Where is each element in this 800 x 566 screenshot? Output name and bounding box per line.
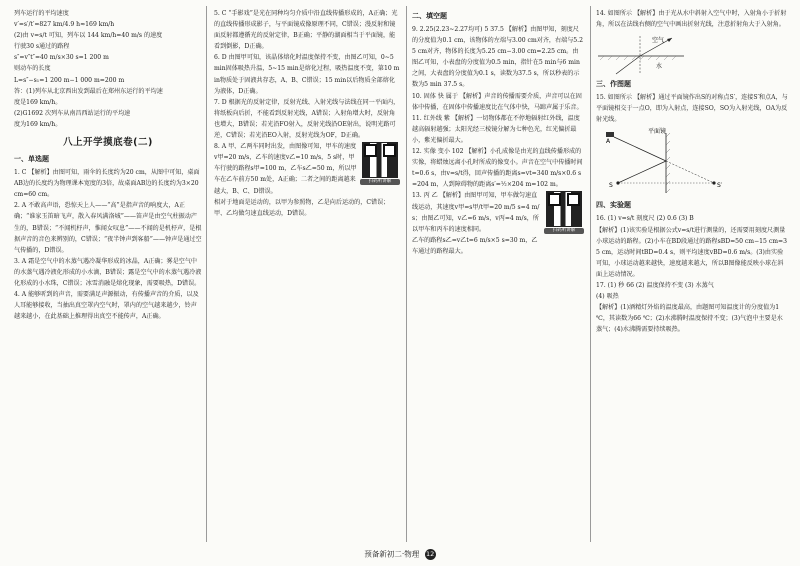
column-4: [596, 8, 788, 544]
text-line: 列车运行的平均速度: [14, 10, 69, 17]
answer-q16: 16. (1) v=s/t 刻度尺 (2) 0.6 (3) B: [596, 215, 694, 223]
answer-q9-tail: 相对于地面是运动的，以甲为参照物，乙是向后运动的，C错误；甲、乙均做匀速直线运动，D错误。: [214, 198, 390, 217]
answer-q6: 6. D 由图甲可知，该晶体熔化时温度保持不变，由图乙可知，0~5 min固体吸热升温，5~15 min是熔化过程，吸热温度不变，第10 min物质处于固液共存态，A、B、C错误；15 min以后物质全部熔化为液体，D正确。: [214, 54, 400, 95]
column-divider: [406, 6, 407, 542]
answer-q10: 10. 固体 快 属于 【解析】声音的传播需要介质，声音可以在固体中传播，在固体中传播速度比在气体中快，马蹄声属于乐音。: [412, 92, 583, 111]
page-number: 12: [426, 550, 435, 558]
text-line: 行驶30 s通过的路程: [14, 43, 70, 51]
column-divider: [206, 6, 207, 542]
label-s-prime: S′: [717, 182, 723, 190]
answer-q3: 3. A 霜是空气中的水蒸气遇冷凝华形成的冰晶，A正确；雾是空气中的水蒸气遇冷液化形成的小水滴，B错误；露是空气中的水蒸气遇冷液化形成的小水珠，C错误；冰雪消融是熔化现象，需要吸热，D错误。: [14, 257, 202, 287]
answer-q5: 5. C “手影戏”是光在同种均匀介质中沿直线传播形成的，A正确；光的直线传播形成影子，与平面镜成像原理不同，C错误；漫反射和镜面反射都遵循光的反射定律，B正确；平静的湖面相当于平面镜，能看到倒影，D正确。: [214, 10, 398, 51]
label-a: A: [606, 138, 611, 146]
answer-q12: 12. 实像 变小 102 【解析】小孔成像是由光的直线传播形成的实像，将蜡烛远离小孔时所成的像变小。声音在空气中传播时间t=0.6 s，由v=s/t得，回声传播的距离s=vt=340 m/s×0.6 s=204 m，人到障碍物的距离s′=½×204 m=102 m。: [412, 148, 583, 189]
qr-code[interactable]: [544, 191, 584, 234]
section-heading: 三、作图题: [596, 80, 631, 89]
section-heading: 二、填空题: [412, 12, 447, 20]
text-line: (2)由 v=s/t 可知，列车以 144 km/h=40 m/s 的速度: [14, 32, 163, 40]
text-line: 度为169 km/h。: [14, 120, 62, 128]
mirror-diagram: [596, 127, 736, 197]
answer-q13: 13. 丙 乙 【解析】由图甲可知，甲车做匀速直线运动，其速度v甲=s甲/t甲=20 m/5 s=4 m/s；由图乙可知，v乙=6 m/s，v丙=4 m/s，所以甲车和丙车的速度相同。: [412, 192, 540, 233]
answer-q2: 2. A 不敢高声语，恐惊天上人——“高”是指声音的响度大，A正确；“谁家玉笛暗飞声，散入春风满洛城”——笛声是由空气柱振动产生的，B错误；“不闻机杼声，惟闻女叹息”——不闻的是机杼声，是根据声音的音色来辨别的，C错误；“夜半钟声到客船”——钟声是通过空气传播的，D错误。: [14, 202, 202, 254]
answer-q16-analysis: 【解析】(1)该实验是根据公式v=s/t进行测量的，还需要用刻度尺测量小球运动的路程。(2)小车在BD段通过的路程sBD=50 cm−15 cm=35 cm，运动时间tBD=0.4 s，则平均速度vBD=0.6 m/s。(3)由实验可知，小球运动越来越快，速度越来越大，所以B图像能反映小球在斜面上运动情况。: [596, 226, 788, 278]
label-mirror: 平面镜: [648, 128, 667, 136]
refraction-diagram: [596, 32, 686, 76]
answer-q1: 1. C 【解析】由图可知，雨伞的长度约为20 cm，从图中可知，桌面AB边的长度约为物理课本宽度的3倍，故桌面AB边的长度约为3×20 cm=60 cm。: [14, 169, 200, 199]
answer-q7: 7. D 根据光的反射定律，反射光线、入射光线与法线在同一平面内，将纸板向后折，不能看到反射光线，A错误；入射角增大时，反射角也增大，B错误；若光沿FO射入，反射光线沿OE射出，说明光路可逆，C错误；若光沿EO入射，反射光线为OF，D正确。: [214, 98, 400, 140]
label-s: S: [609, 182, 613, 190]
qr-code-icon: [362, 142, 398, 178]
column-2: [214, 8, 400, 544]
page-footer: [0, 549, 800, 560]
formula-line: s″=v″t″=40 m/s×30 s=1 200 m: [14, 54, 109, 62]
answer-q17-analysis: 【解析】(1)酒精灯外焰的温度最高，由题图可知温度计的分度值为1 ℃，其读数为66 ℃；(2)水沸腾时温度保持不变；(3)气泡中主要是水蒸气；(4)水沸腾需要持续吸热。: [596, 304, 783, 334]
answer-q17: 17. (1) 秒 66 (2) 温度保持不变 (3) 水蒸气: [596, 282, 714, 290]
text-line: 度是169 km/h。: [14, 98, 62, 106]
lamp-icon: [606, 132, 614, 137]
footer-title: 预备新初二·物理: [364, 549, 420, 559]
answer-q15: 15. 如图所示 【解析】通过平面镜作出S的对称点S′，连接S′和点A，与平面镜相交于一点O，即为入射点，连接SO，SO为入射光线，OA为反射光线。: [596, 94, 788, 124]
answer-q17-part4: (4) 吸热: [596, 293, 619, 301]
answer-q14: 14. 如图所示 【解析】由于光从水中斜射入空气中时，入射角小于折射角，所以在法线右侧的空气中画出折射光线，注意折射角大于入射角。: [596, 10, 787, 29]
label-air: 空气: [652, 37, 665, 45]
section-heading: 一、单选题: [14, 155, 49, 164]
column-divider: [590, 6, 591, 542]
answer-q8: 8. A 甲、乙两车同时出发，由图像可知，甲车的速度v甲=20 m/s，乙车的速度v乙=10 m/s，5 s时，甲车行驶的路程s甲=100 m，乙车s乙=50 m，所以甲车在乙车前方50 m处，A正确；二者之间的距离越来越大，B、C、D错误。: [214, 143, 357, 195]
answer-q11: 11. 红外线 紫 【解析】一切物体都在不停地辐射红外线，温度越高辐射越强；太阳光经三棱镜分解为七种色光，红光偏折最小，紫光偏折最大。: [412, 114, 580, 144]
qr-code[interactable]: [360, 142, 400, 185]
text-line: (2)G1692 次列车从南昌西站运行的平均速: [14, 109, 131, 117]
formula-line: L=s″−s₁=1 200 m−1 000 m=200 m: [14, 76, 125, 84]
column-3: [412, 8, 584, 544]
qr-code-icon: [546, 191, 582, 227]
qr-caption: 扫码听讲解: [544, 228, 584, 234]
formula-line: v′=s′/t′=827 km/4.9 h≈169 km/h: [14, 21, 115, 29]
answer-q13-tail: 乙车的路程s乙=v乙t=6 m/s×5 s=30 m，乙车通过的路程最大。: [412, 236, 538, 255]
text-line: 则动车的长度: [14, 65, 51, 73]
section-heading: 四、实验题: [596, 201, 631, 210]
label-water: 水: [656, 63, 663, 71]
qr-caption: 扫码听讲解: [360, 179, 400, 185]
column-1: [14, 8, 202, 544]
answer-q9: 9. 2.25(2.23~2.27均可) 5 37.5 【解析】由图甲知，刻度尺的分度值为0.1 cm，该物体的左端与3.00 cm对齐，右端与5.25 cm对齐，物体的长度为5.25 cm−3.00 cm=2.25 cm。由图乙可知，小表盘的分度值为0.5 min，指针在5 min与6 min之间，大表盘的分度值为0.1 s，读数为37.5 s，所以秒表的示数为5 min 37.5 s。: [412, 26, 583, 89]
answer-q4: 4. A 能够听到的声音，需要满足声源振动，有传播声音的介质，以及人耳能够接收，当抽出真空罩内空气时，罩内的空气越来越少，铃声越来越小，在此基础上推理得出真空不能传声，A正确。: [14, 291, 199, 321]
text-line: 答：(1)列车从北京西出发到最后在郑州东运行的平均速: [14, 87, 163, 95]
exam-title: 八上开学摸底卷(二): [63, 137, 153, 149]
